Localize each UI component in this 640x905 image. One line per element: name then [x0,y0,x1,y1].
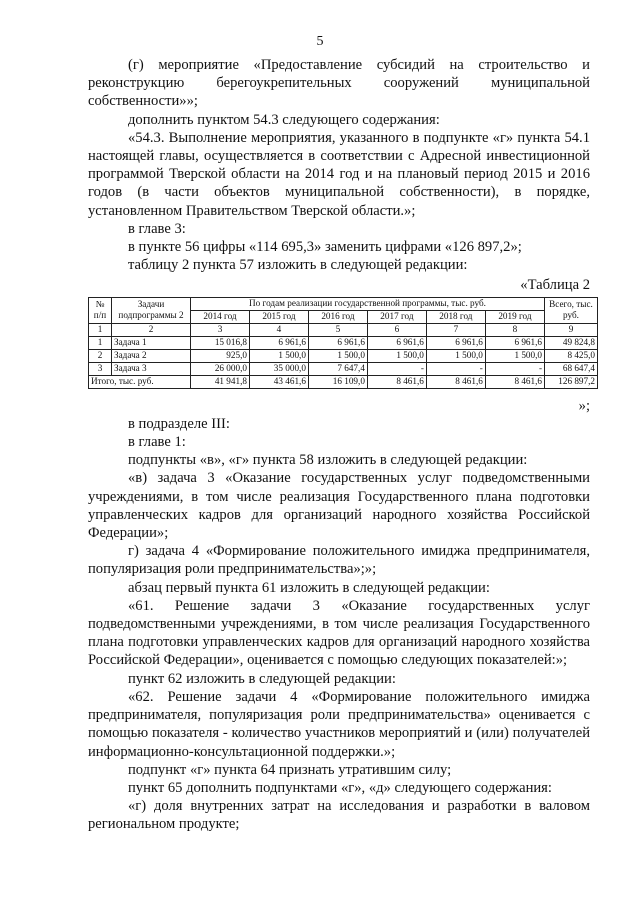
col-number: 9 [545,323,598,336]
row-total: 68 647,4 [545,362,598,375]
col-number: 3 [191,323,250,336]
row-value: 6 961,6 [249,336,308,349]
row-value: 6 961,6 [308,336,367,349]
paragraph: в главе 1: [128,434,186,451]
row-value: 15 016,8 [191,336,250,349]
header-years-group: По годам реализации государственной программы, тыс. руб. [191,297,545,310]
year-cell: 2015 год [249,310,308,323]
row-value: 6 961,6 [367,336,426,349]
row-value: 1 500,0 [249,349,308,362]
year-cell: 2017 год [367,310,426,323]
row-value: 1 500,0 [308,349,367,362]
row-value: 35 000,0 [249,362,308,375]
page-number: 5 [316,34,324,49]
paragraph: пункт 65 дополнить подпунктами «г», «д» следующего содержания: [128,779,552,796]
paragraph: в пункте 56 цифры «114 695,3» заменить цифрами «126 897,2»; [128,239,522,256]
row-value: 7 647,4 [308,362,367,375]
header-num: № п/п [89,297,112,323]
table-row [89,362,598,375]
row-value: - [485,362,544,375]
table-total-row [89,375,598,388]
paragraph: пункт 62 изложить в следующей редакции: [128,670,396,687]
table-header-row [89,297,598,310]
row-value: 925,0 [191,349,250,362]
paragraph: в подразделе III: [128,415,230,432]
row-task: Задача 3 [112,362,191,375]
total-label: Итого, тыс. руб. [89,375,191,388]
row-task: Задача 1 [112,336,191,349]
paragraph: абзац первый пункта 61 изложить в следующей редакции: [128,579,490,596]
row-value: 1 500,0 [367,349,426,362]
year-cell: 2018 год [426,310,485,323]
paragraph: (г) мероприятие «Предоставление субсидий на строительство и реконструкцию берегоукрепительных сооружений муниципальной собственности»»; [88,57,590,110]
header-total: Всего, тыс. руб. [545,297,598,323]
row-value: 1 500,0 [485,349,544,362]
table-caption: «Таблица 2 [520,277,590,294]
paragraph: в главе 3: [128,220,186,237]
header-task: Задачи подпрограммы 2 [112,297,191,323]
col-number: 2 [112,323,191,336]
col-number: 8 [485,323,544,336]
total-grand: 126 897,2 [545,375,598,388]
paragraph: подпункты «в», «г» пункта 58 изложить в следующей редакции: [128,452,528,469]
row-num: 1 [89,336,112,349]
row-task: Задача 2 [112,349,191,362]
budget-table [88,297,598,389]
paragraph: «62. Решение задачи 4 «Формирование положительного имиджа предпринимателя, популяризация роли предпринимательства» оценивается с помощью показателя - количество участников мероприятий и (или) получателей информационно-консультационной поддержки.»; [88,688,590,760]
row-total: 8 425,0 [545,349,598,362]
row-value: 6 961,6 [426,336,485,349]
col-number: 5 [308,323,367,336]
row-value: 6 961,6 [485,336,544,349]
total-value: 41 941,8 [191,375,250,388]
row-num: 3 [89,362,112,375]
paragraph: «г) доля внутренних затрат на исследования и разработки в валовом региональном продукте; [88,798,590,833]
table-row [89,349,598,362]
paragraph: подпункт «г» пункта 64 признать утратившим силу; [128,761,452,778]
year-cell: 2016 год [308,310,367,323]
year-cell: 2014 год [191,310,250,323]
total-value: 16 109,0 [308,375,367,388]
paragraph: дополнить пунктом 54.3 следующего содержания: [128,111,440,128]
row-total: 49 824,8 [545,336,598,349]
total-value: 43 461,6 [249,375,308,388]
row-num: 2 [89,349,112,362]
table-colnum-row [89,323,598,336]
col-number: 6 [367,323,426,336]
total-value: 8 461,6 [485,375,544,388]
row-value: - [426,362,485,375]
paragraph: «54.3. Выполнение мероприятия, указанного в подпункте «г» пункта 54.1 настоящей главы, осуществляется в соответствии с Адресной инвестиционной программой Тверской области на 2014 год и на плановый период 2015 и 2016 годов (в части объектов муниципальной собственности), в порядке, установленном Правительством Тверской области.»; [88,129,590,219]
paragraph: таблицу 2 пункта 57 изложить в следующей редакции: [128,257,468,274]
col-number: 7 [426,323,485,336]
paragraph: «в) задача 3 «Оказание государственных услуг подведомственными учреждениями, в том числе реализация Государственного плана подготовки управленческих кадров для организаций народного хозяйства Российской Федерации»; [88,470,590,542]
col-number: 1 [89,323,112,336]
row-value: - [367,362,426,375]
total-value: 8 461,6 [367,375,426,388]
year-cell: 2019 год [485,310,544,323]
col-number: 4 [249,323,308,336]
paragraph: г) задача 4 «Формирование положительного имиджа предпринимателя, популяризация роли предпринимательства»;»; [88,543,590,578]
paragraph: «61. Решение задачи 3 «Оказание государственных услуг подведомственными учреждениями, в том числе реализация Государственного плана подготовки управленческих кадров для организаций народного хозяйства Российской Федерации», оценивается с помощью следующих показателей:»; [88,597,590,669]
table-row [89,336,598,349]
row-value: 1 500,0 [426,349,485,362]
total-value: 8 461,6 [426,375,485,388]
table-closing-quote: »; [578,397,590,414]
document-body [88,56,595,834]
row-value: 26 000,0 [191,362,250,375]
